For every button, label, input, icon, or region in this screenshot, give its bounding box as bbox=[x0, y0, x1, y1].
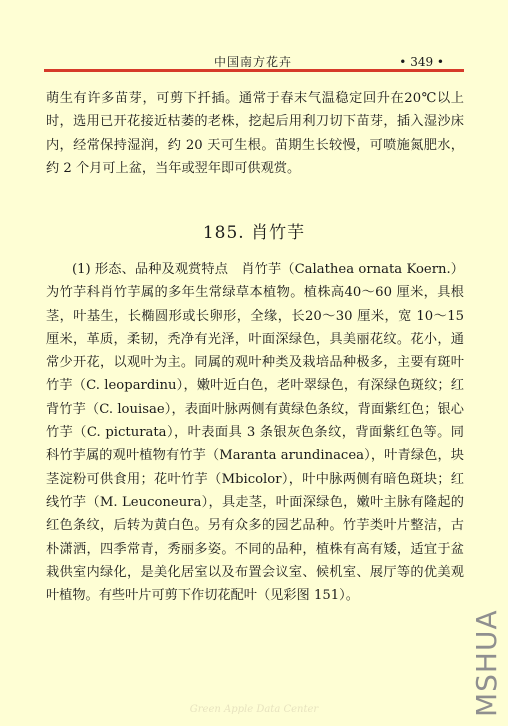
side-watermark: MSHUA bbox=[470, 609, 503, 717]
running-header bbox=[44, 55, 464, 69]
book-title: 中国南方花卉 bbox=[214, 55, 293, 69]
page-number: • 349 • bbox=[399, 55, 444, 69]
section-heading: 185. 肖竹芋 bbox=[202, 223, 306, 243]
header-rule bbox=[44, 69, 464, 72]
section-paragraph-text: (1) 形态、品种及观赏特点 肖竹芋（Calathea ornata Koern.）为竹芋科肖竹芋属的多年生常绿草本植物。植株高40～60 厘米，具根茎，叶基生，长椭圆形或长卵形，全缘，长20～30 厘米，宽 10～15 厘米，革质，柔韧，秃净有光泽，叶面深绿色，具美丽花纹。花小，通常少开花，以观叶为主。同属的观叶种类及栽培品种极多，主要有斑叶竹芋（C. leopardinu），嫩叶近白色，老叶翠绿色，有深绿色斑纹；红背竹芋（C. louisae），表面叶脉两侧有黄绿色条纹，背面紫红色；银心竹芋（C. picturata），叶表面具 3 条银灰色条纹，背面紫红色等。同科竹芋属的观叶植物有竹芋（Maranta arundinacea），叶青绿色，块茎淀粉可供食用；花叶竹芋（Mbicolor），叶中脉两侧有暗色斑块；红线竹芋（M. Leuconeura），具走茎，叶面深绿色，嫩叶主脉有隆起的红色条纹，后转为黄白色。另有众多的园艺品种。竹芋类叶片整洁，古朴潇洒，四季常青，秀丽多姿。不同的品种，植株有高有矮，适宜于盆栽供室内绿化，是美化居室以及布置会议室、候机室、展厅等的优美观叶植物。有些叶片可剪下作切花配叶（见彩图 151）。 bbox=[46, 262, 464, 604]
footer-watermark: Green Apple Data Center bbox=[189, 704, 319, 715]
intro-paragraph: 萌生有许多苗芽，可剪下扦插。通常于春末气温稳定回升在20℃以上时，选用已开花接近枯萎的老株，挖起后用利刀切下苗芽，插入湿沙床内，经常保持湿润，约 20 天可生根。苗期生长较慢，可喷施氮肥水，约 2 个月可上盆，当年或翌年即可供观赏。 bbox=[46, 91, 464, 176]
section-paragraph bbox=[46, 258, 464, 607]
